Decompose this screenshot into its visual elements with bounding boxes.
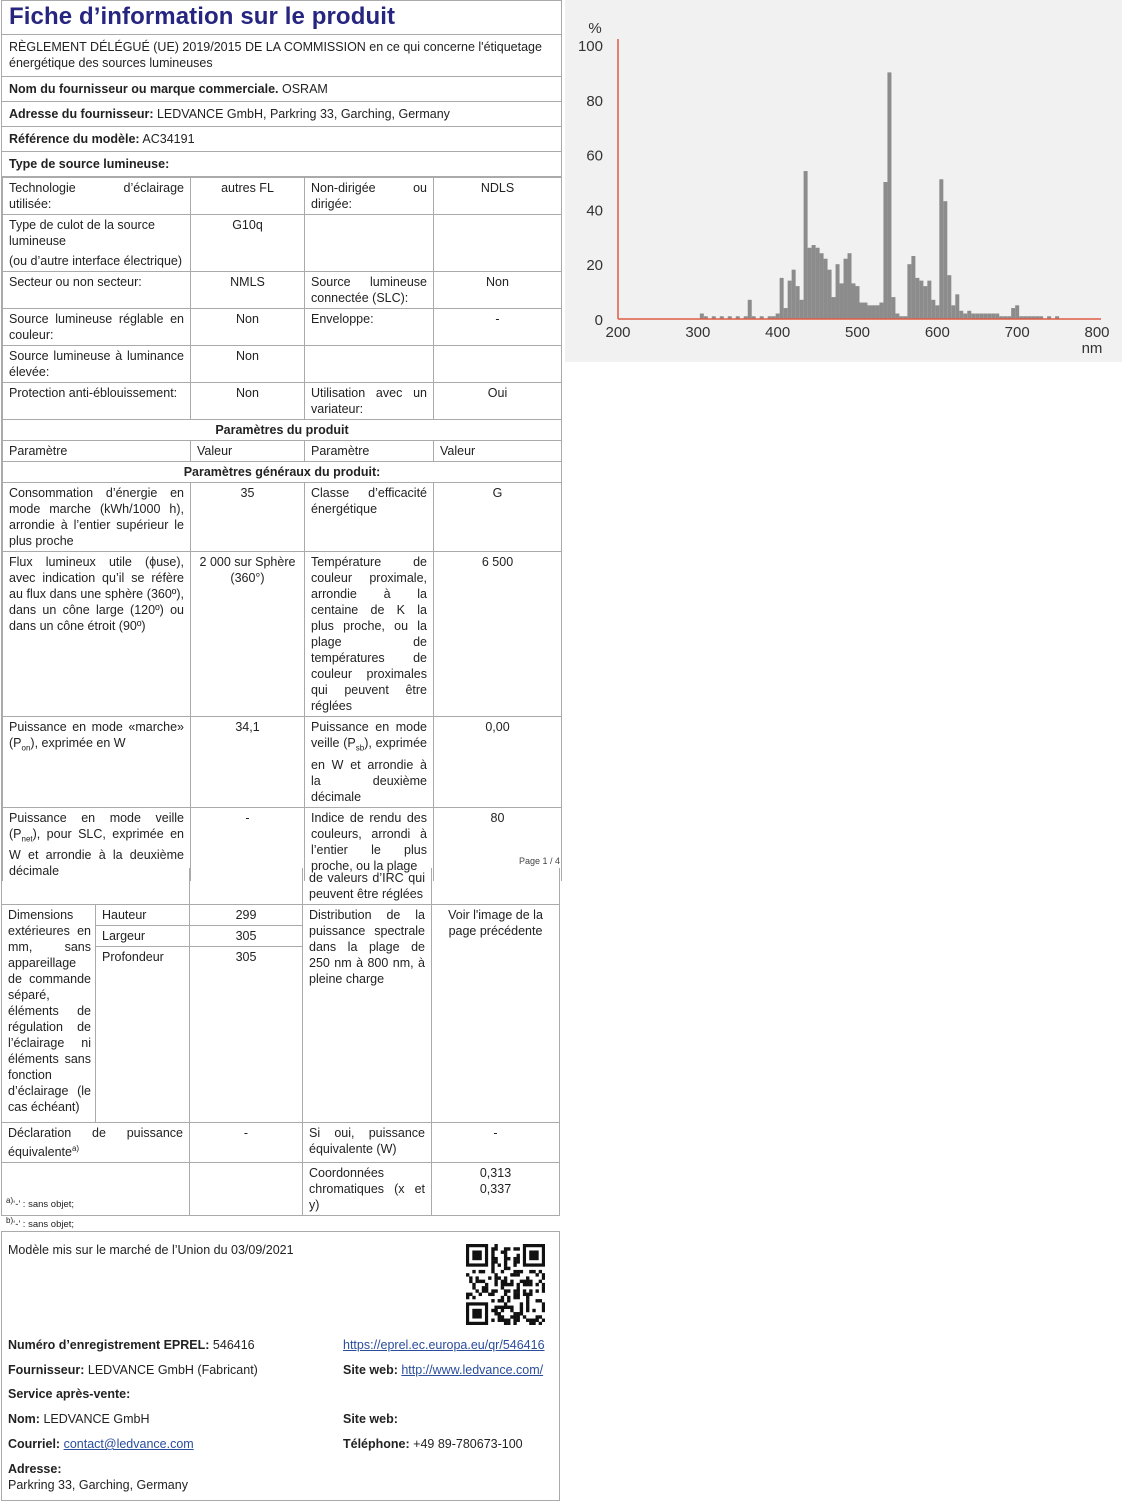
footnote-b: $^{b)}$‘-’ : sans objet; — [6, 1216, 75, 1231]
cell-label: Puissance en mode veille $(P_{net})$, pour SLC, exprimée en W et arrondie à la deuxième décimale — [3, 807, 191, 881]
website-label: Site web: — [343, 1363, 398, 1377]
cell-label: Coordonnées chromatiques (x et y) — [303, 1163, 432, 1216]
cell-value: 0,00 — [434, 717, 562, 808]
spectrum-bar — [991, 314, 995, 319]
spectrum-bar — [975, 314, 979, 319]
spectrum-bar — [895, 314, 899, 319]
cell-value: autres FL — [191, 178, 305, 215]
spectrum-bar — [963, 314, 967, 319]
spectrum-bar — [804, 171, 808, 319]
spectrum-bar — [1011, 308, 1015, 319]
table-row — [3, 178, 562, 215]
supplier-label: Fournisseur: — [8, 1363, 85, 1377]
cell-label: Protection anti-éblouissement: — [3, 383, 191, 420]
spectrum-bar — [871, 305, 875, 319]
cell-value: G10q — [191, 215, 305, 272]
spectral-chart — [565, 0, 1122, 362]
cell-empty — [432, 868, 560, 905]
service-label: Service après-vente: — [8, 1387, 131, 1401]
page-title: Fiche d’information sur le produit — [2, 1, 561, 35]
qr-code-icon[interactable] — [466, 1244, 545, 1325]
spectrum-bar — [816, 248, 820, 319]
spectrum-bar — [863, 303, 867, 319]
product-info-sheet — [1, 0, 562, 881]
table-row — [3, 309, 562, 346]
market-date: Modèle mis sur le marché de l’Union du 03/09/2021 — [8, 1243, 294, 1257]
cell-label: Source lumineuse à luminance élevée: — [3, 346, 191, 383]
spectrum-bar — [700, 314, 704, 319]
spectrum-bar — [951, 305, 955, 319]
name-value: LEDVANCE GmbH — [43, 1412, 150, 1426]
cell-empty — [434, 346, 562, 383]
x-tick-label: 800 — [1084, 324, 1110, 341]
spectrum-bar — [867, 305, 871, 319]
cell-empty — [305, 215, 434, 272]
type-table — [2, 177, 562, 881]
eprel-value: 546416 — [212, 1338, 255, 1352]
spectrum-bar — [935, 305, 939, 319]
x-axis-label: nm — [1081, 340, 1103, 357]
cell-label: de valeurs d’IRC qui peuvent être réglées — [303, 868, 432, 905]
cell-value: G — [434, 483, 562, 552]
y-tick-label: 0 — [594, 312, 603, 329]
table-row — [2, 1123, 560, 1163]
spectrum-bar — [971, 314, 975, 319]
spectrum-bar — [887, 72, 891, 319]
brand-row — [2, 77, 561, 102]
dimensions-label: Dimensions extérieures en mm, sans appareillage de commande séparé, éléments de régulation de l’éclairage ni éléments sans fonction d’éclairage (le cas échéant) — [2, 905, 96, 1123]
spectrum-bar — [915, 278, 919, 319]
cell-value: 35 — [191, 483, 305, 552]
cell-label: Enveloppe: — [305, 309, 434, 346]
base-label: Type de culot de la source lumineuse — [9, 218, 155, 248]
spectrum-bar — [943, 201, 947, 319]
table-row — [3, 717, 562, 808]
height-value: 299 — [190, 905, 303, 926]
spectrum-bar — [879, 303, 883, 319]
email-row — [8, 1437, 194, 1451]
spectral-chart-svg — [565, 0, 1122, 362]
spectrum-bar — [947, 275, 951, 319]
service-address-label: Adresse: — [8, 1462, 62, 1476]
cell-value: - — [432, 1123, 560, 1163]
table-row — [2, 868, 560, 905]
name-label: Nom: — [8, 1412, 40, 1426]
table-row — [2, 1163, 560, 1216]
table-row — [3, 215, 562, 272]
chroma-y: 0,337 — [479, 1182, 512, 1197]
x-tick-label: 200 — [605, 324, 631, 341]
cell-label — [3, 215, 191, 272]
spectrum-bar — [796, 286, 800, 319]
cell-value: 6 500 — [434, 552, 562, 717]
service-name-row — [8, 1412, 149, 1426]
column-header: Paramètre — [305, 441, 434, 462]
supplier-row — [8, 1363, 258, 1377]
table-row — [3, 383, 562, 420]
cell-label: Température de couleur proximale, arrondie à la centaine de K la plus proche, ou la plage de températures de couleur proximales qui peuvent être réglées — [305, 552, 434, 717]
spectrum-bar — [840, 283, 844, 319]
y-tick-label: 40 — [586, 202, 603, 220]
cell-value: 80 — [434, 807, 562, 881]
spectrum-bar — [987, 314, 991, 319]
y-tick-label: 80 — [586, 92, 603, 110]
cell-value: - — [434, 309, 562, 346]
spectrum-bar — [776, 314, 780, 319]
website2-label: Site web: — [343, 1412, 398, 1426]
phone-row — [343, 1437, 523, 1451]
spectrum-bar — [923, 286, 927, 319]
cell-value: NDLS — [434, 178, 562, 215]
spectrum-bar — [828, 270, 832, 319]
spectrum-bar — [995, 314, 999, 319]
table-row — [2, 905, 560, 926]
cell-label: Technologie d’éclairage utilisée: — [3, 178, 191, 215]
cell-label: Secteur ou non secteur: — [3, 272, 191, 309]
address-row — [2, 102, 561, 127]
regulation-text: RÈGLEMENT DÉLÉGUÉ (UE) 2019/2015 DE LA COMMISSION en ce qui concerne l'étiquetage énergétique des sources lumineuses — [2, 35, 561, 77]
spd-value: Voir l'image de la page précédente — [432, 905, 560, 1123]
spectrum-bar — [939, 179, 943, 319]
type-label: Type de source lumineuse: — [9, 157, 170, 171]
spectrum-bar — [860, 303, 864, 319]
cell-label: Utilisation avec un variateur: — [305, 383, 434, 420]
spectrum-bar — [955, 294, 959, 319]
address-value: LEDVANCE GmbH, Parkring 33, Garching, Germany — [156, 107, 450, 121]
spectrum-bar — [848, 253, 852, 319]
height-label: Hauteur — [96, 905, 190, 926]
section-title: Paramètres du produit — [3, 420, 562, 441]
cell-empty — [305, 346, 434, 383]
cell-value: Non — [191, 309, 305, 346]
table-row — [3, 346, 562, 383]
cell-value: - — [190, 1123, 303, 1163]
cell-label: Si oui, puissance équivalente (W) — [303, 1123, 432, 1163]
type-header-row — [2, 152, 561, 177]
cell-label: Déclaration de puissance équivalente$^{a)}$ — [2, 1123, 190, 1163]
eprel-row — [8, 1338, 255, 1352]
depth-label: Profondeur — [96, 947, 190, 1123]
phone-value: +49 89-780673-100 — [413, 1437, 523, 1451]
base-label-extra: (ou d’autre interface électrique) — [9, 254, 183, 268]
x-tick-label: 600 — [924, 324, 950, 341]
spectrum-bar — [891, 297, 895, 319]
spectrum-bar — [967, 311, 971, 319]
table-row — [3, 420, 562, 441]
cell-value: Non — [191, 346, 305, 383]
footnote-a: $^{a)}$‘-’ : sans objet; — [6, 1196, 75, 1211]
brand-label: Nom du fournisseur ou marque commerciale. — [9, 82, 279, 96]
spectrum-bar — [808, 248, 812, 319]
cell-value: 2 000 sur Sphère (360°) — [191, 552, 305, 717]
y-tick-label: 60 — [586, 147, 603, 165]
y-tick-label: 100 — [577, 38, 603, 55]
brand-value: OSRAM — [282, 82, 328, 96]
depth-value: 305 — [190, 947, 303, 1123]
spectrum-bar — [919, 281, 923, 319]
table-row — [3, 552, 562, 717]
spectrum-bar — [836, 264, 840, 319]
x-tick-label: 400 — [765, 324, 791, 341]
y-axis-label: % — [588, 20, 602, 37]
spectrum-bar — [875, 305, 879, 319]
page2-table — [1, 868, 560, 1216]
spectrum-bar — [844, 259, 848, 319]
cell-empty — [434, 215, 562, 272]
spectrum-bar — [911, 256, 915, 319]
supplier-value: LEDVANCE GmbH (Fabricant) — [87, 1363, 258, 1377]
cell-empty — [190, 1163, 303, 1216]
table-row — [3, 483, 562, 552]
x-tick-label: 700 — [1004, 324, 1030, 341]
website-link[interactable]: http://www.ledvance.com/ — [401, 1363, 544, 1377]
cell-value: Non — [434, 272, 562, 309]
page2-table-wrap — [1, 868, 560, 1216]
width-label: Largeur — [96, 926, 190, 947]
x-tick-label: 500 — [844, 324, 871, 341]
cell-value: Oui — [434, 383, 562, 420]
eprel-link[interactable]: https://eprel.ec.europa.eu/qr/546416 — [343, 1338, 545, 1352]
cell-label: Puissance en mode «marche» $(P_{on})$, exprimée en W — [3, 717, 191, 808]
table-row — [3, 272, 562, 309]
spectrum-bar — [852, 283, 856, 319]
spectrum-bar — [792, 270, 796, 319]
cell-value: 34,1 — [191, 717, 305, 808]
spectrum-bar — [780, 278, 784, 319]
page-number: Page 1 / 4 — [518, 856, 560, 866]
spectrum-bar — [983, 314, 987, 319]
eprel-label: Numéro d’enregistrement EPREL: — [8, 1338, 210, 1352]
spectrum-bar — [784, 308, 788, 319]
cell-label: Puissance en mode veille $(P_{sb})$, exprimée en W et arrondie à la deuxième décimale — [305, 717, 434, 808]
table-row — [3, 441, 562, 462]
section-title: Paramètres généraux du produit: — [3, 462, 562, 483]
cell-label: Non-dirigée ou dirigée: — [305, 178, 434, 215]
cell-empty — [2, 868, 190, 905]
service-address-value: Parkring 33, Garching, Germany — [8, 1478, 188, 1492]
cell-label: Indice de rendu des couleurs, arrondi à l’entier le plus proche, ou la plage — [305, 807, 434, 881]
cell-empty — [190, 868, 303, 905]
cell-value: - — [191, 807, 305, 881]
cell-label: Flux lumineux utile (ϕuse), avec indication qu’il se réfère au flux dans une sphère (360º), dans un cône large (120º) ou dans un cône étroit (90º) — [3, 552, 191, 717]
cell-label: Source lumineuse réglable en couleur: — [3, 309, 191, 346]
email-label: Courriel: — [8, 1437, 61, 1451]
spectrum-bar — [1015, 305, 1019, 319]
phone-label: Téléphone: — [343, 1437, 410, 1451]
model-value: AC34191 — [142, 132, 195, 146]
spectrum-bar — [748, 300, 752, 319]
spectrum-bar — [820, 253, 824, 319]
spectrum-bar — [856, 286, 860, 319]
address-label: Adresse du fournisseur: — [9, 107, 154, 121]
cell-value: NMLS — [191, 272, 305, 309]
model-label: Référence du modèle: — [9, 132, 140, 146]
spectrum-bar — [788, 281, 792, 319]
spectrum-bar — [931, 300, 935, 319]
column-header: Valeur — [434, 441, 562, 462]
email-link[interactable]: contact@ledvance.com — [63, 1437, 194, 1451]
website-row — [343, 1363, 543, 1377]
column-header: Valeur — [191, 441, 305, 462]
spectrum-bar — [927, 281, 931, 319]
x-tick-label: 300 — [685, 324, 711, 341]
spectrum-bar — [824, 259, 828, 319]
spectrum-bar — [832, 297, 836, 319]
cell-value: Non — [191, 383, 305, 420]
spectrum-bar — [959, 311, 963, 319]
chroma-x: 0,313 — [479, 1166, 512, 1181]
spectrum-bar — [883, 182, 887, 319]
width-value: 305 — [190, 926, 303, 947]
cell-label: Source lumineuse connectée (SLC): — [305, 272, 434, 309]
registration-box — [1, 1231, 560, 1501]
cell-label: Consommation d’énergie en mode marche (kWh/1000 h), arrondie à l’entier supérieur le plus proche — [3, 483, 191, 552]
spd-label: Distribution de la puissance spectrale dans la plage de 250 nm à 800 nm, à pleine charge — [303, 905, 432, 1123]
spectrum-bar — [907, 264, 911, 319]
spectrum-bar — [979, 314, 983, 319]
y-tick-label: 20 — [586, 257, 603, 275]
cell-value — [432, 1163, 560, 1216]
spectrum-bar — [812, 245, 816, 319]
model-row — [2, 127, 561, 152]
table-row — [3, 462, 562, 483]
cell-label: Classe d’efficacité énergétique — [305, 483, 434, 552]
spectrum-bar — [800, 300, 804, 319]
column-header: Paramètre — [3, 441, 191, 462]
